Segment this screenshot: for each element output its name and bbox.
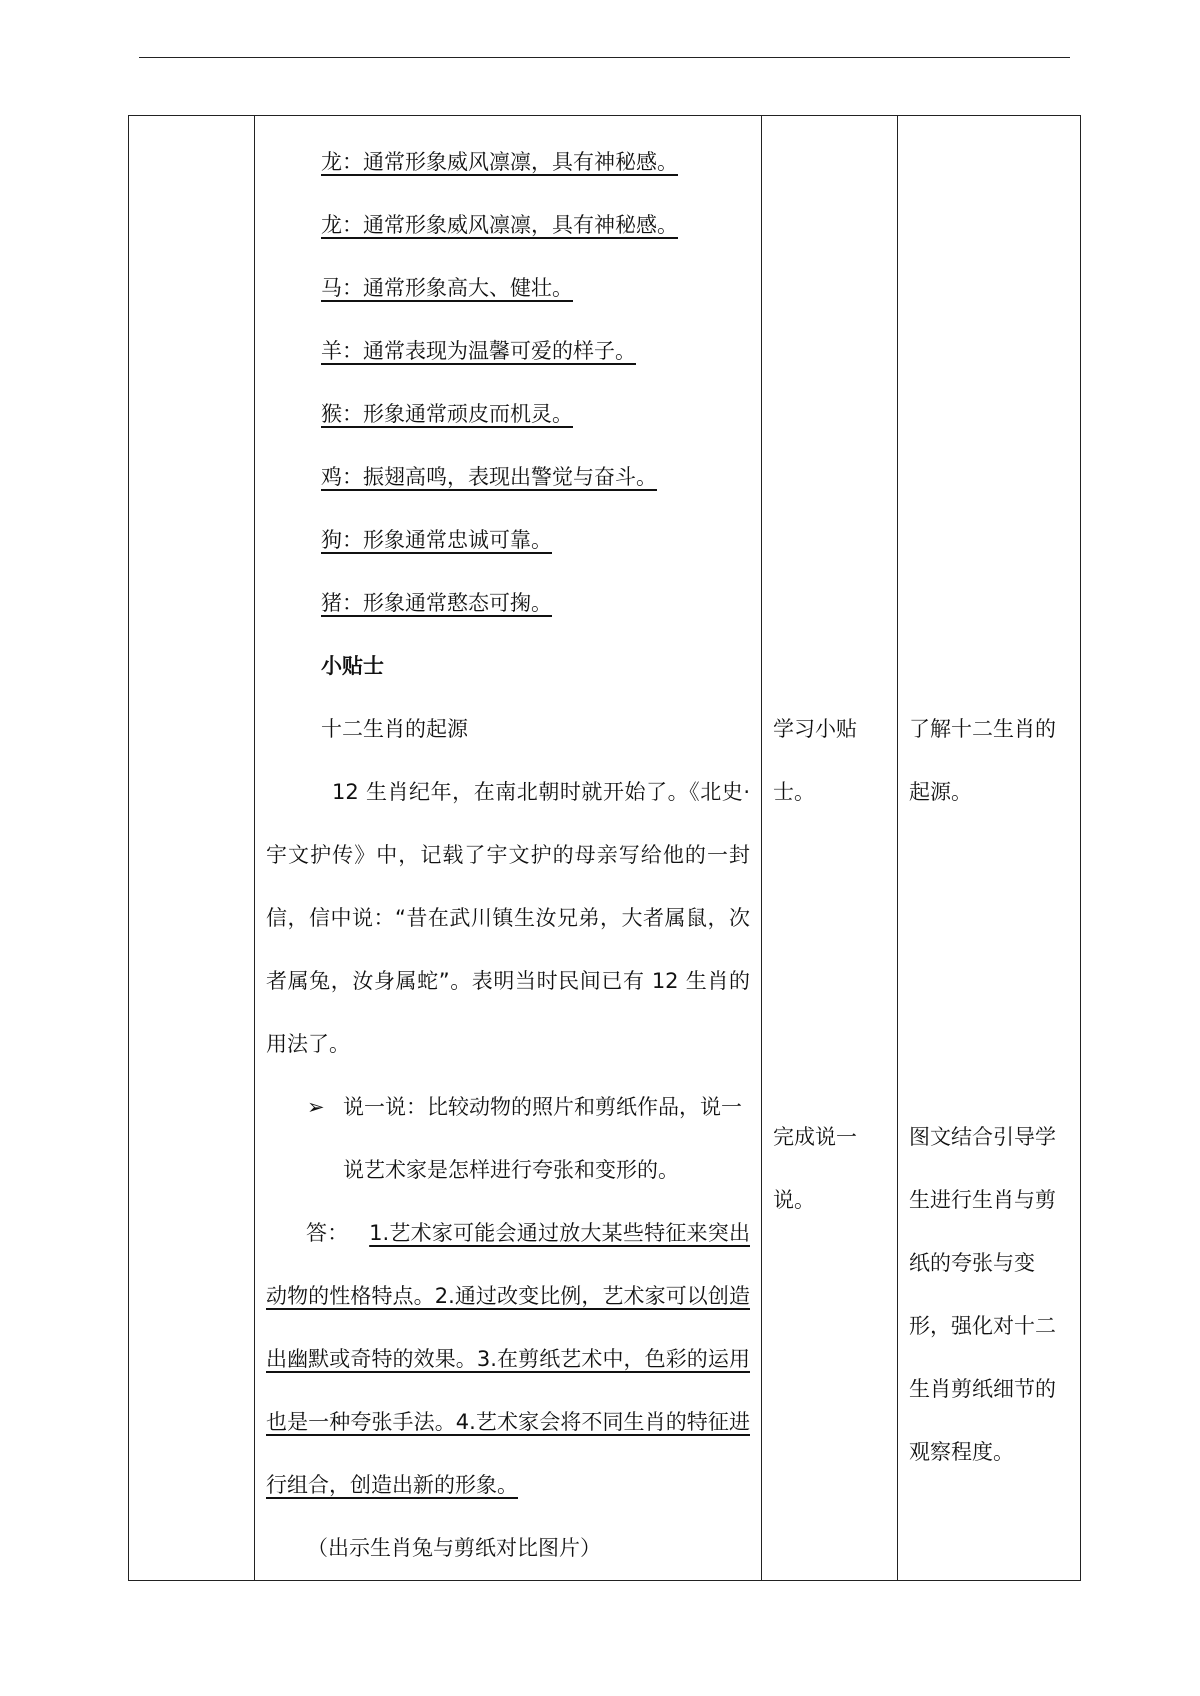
zodiac-line: 龙：通常形象威风凛凛，具有神秘感。 [321, 213, 678, 237]
arrow-bullet-icon: ➢ [307, 1095, 325, 1119]
zodiac-line: 马：通常形象高大、健壮。 [321, 276, 573, 300]
design-intent-discussion: 图文结合引导学 生进行生肖与剪 纸的夸张与变 形，强化对十二 生肖剪纸细节的 观察程度。 [909, 1125, 1056, 1464]
design-intent-tip: 了解十二生肖的 起源。 [909, 717, 1056, 804]
zodiac-line: 狗：形象通常忠诚可靠。 [321, 528, 552, 552]
student-activity-discussion: 完成说一 说。 [773, 1125, 857, 1212]
zodiac-line: 羊：通常表现为温馨可爱的样子。 [321, 339, 636, 363]
table-row [129, 116, 1081, 1581]
zodiac-line: 猴：形象通常顽皮而机灵。 [321, 402, 573, 426]
zodiac-line: 猪：形象通常憨态可掬。 [321, 591, 552, 615]
zodiac-line: 龙：通常形象威风凛凛，具有神秘感。 [321, 150, 678, 174]
student-activity-cell [762, 116, 898, 1581]
answer-text: 1.艺术家可能会通过放大某些特征来突出动物的性格特点。2.通过改变比例，艺术家可以创造出幽默或奇特的效果。3.在剪纸艺术中，色彩的运用也是一种夸张手法。4.艺术家会将不同生肖的特征进行组合，创造出新的形象。 [266, 1221, 750, 1497]
answer-label: 答： [306, 1221, 349, 1245]
discussion-prompt: ➢ 说一说：比较动物的照片和剪纸作品，说一 [255, 1076, 761, 1139]
answer-paragraph [255, 1202, 761, 1517]
design-intent-cell [898, 116, 1081, 1581]
lesson-plan-table [128, 115, 1081, 1581]
tip-heading: 小贴士 [321, 654, 384, 678]
header-rule [139, 57, 1070, 58]
image-note: （出示生肖兔与剪纸对比图片） [307, 1536, 601, 1560]
zodiac-line: 鸡：振翅高鸣，表现出警觉与奋斗。 [321, 465, 657, 489]
stage-cell [129, 116, 255, 1581]
tip-paragraph: 12 生肖纪年，在南北朝时就开始了。《北史·宇文护传》中，记载了宇文护的母亲写给他的一封信，信中说：“昔在武川镇生汝兄弟，大者属鼠，次者属兔，汝身属蛇”。表明当时民间已有 12 生肖的用法了。 [266, 780, 750, 1056]
student-activity-tip: 学习小贴 士。 [773, 717, 857, 804]
teaching-content-cell [255, 116, 762, 1581]
discussion-prompt-continued: 说艺术家是怎样进行夸张和变形的。 [343, 1158, 679, 1182]
tip-subtitle: 十二生肖的起源 [321, 717, 468, 741]
